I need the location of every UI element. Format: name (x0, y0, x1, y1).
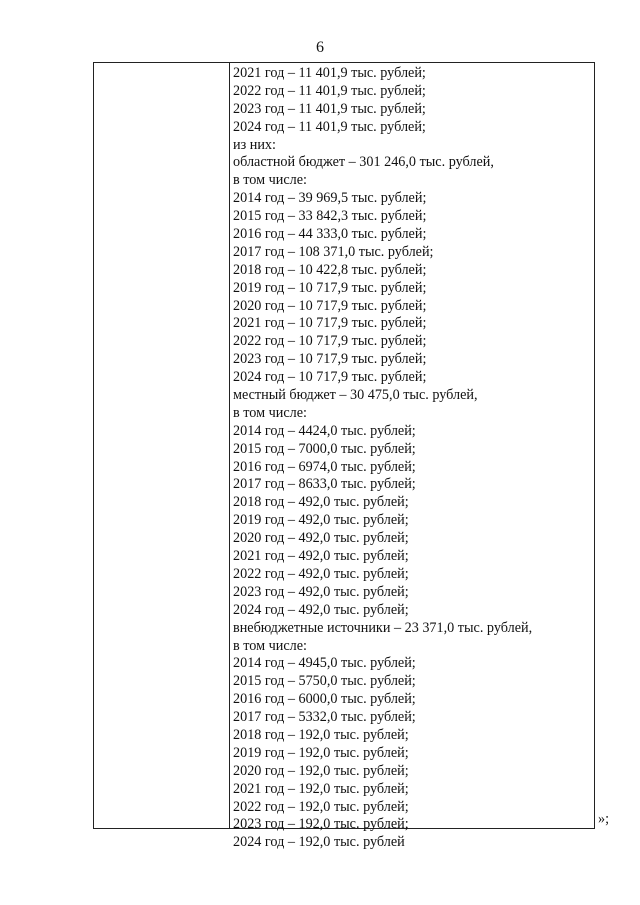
funding-line: местный бюджет – 30 475,0 тыс. рублей, (233, 387, 478, 404)
funding-line: 2024 год – 10 717,9 тыс. рублей; (233, 369, 427, 386)
funding-line: 2021 год – 11 401,9 тыс. рублей; (233, 65, 426, 81)
funding-line: 2016 год – 44 333,0 тыс. рублей; (233, 226, 427, 243)
funding-line: 2015 год – 7000,0 тыс. рублей; (233, 440, 416, 457)
funding-line: 2018 год – 492,0 тыс. рублей; (233, 494, 409, 511)
funding-line: 2017 год – 5332,0 тыс. рублей; (233, 709, 416, 726)
funding-line: из них: (233, 136, 276, 153)
funding-line: 2020 год – 492,0 тыс. рублей; (233, 530, 409, 547)
funding-line: 2024 год – 492,0 тыс. рублей; (233, 601, 409, 618)
funding-line: в том числе: (233, 404, 307, 421)
funding-line: 2022 год – 492,0 тыс. рублей; (233, 565, 409, 582)
funding-line: 2015 год – 5750,0 тыс. рублей; (233, 673, 416, 690)
funding-line: в том числе: (233, 172, 307, 189)
funding-line: 2019 год – 192,0 тыс. рублей; (233, 744, 409, 761)
funding-line: 2021 год – 10 717,9 тыс. рублей; (233, 315, 427, 332)
funding-line: внебюджетные источники – 23 371,0 тыс. рублей, (233, 619, 533, 636)
funding-line: 2022 год – 11 401,9 тыс. рублей; (233, 82, 426, 99)
funding-line: 2014 год – 39 969,5 тыс. рублей; (233, 190, 427, 207)
funding-line: 2023 год – 192,0 тыс. рублей; (233, 816, 409, 833)
funding-line: 2023 год – 492,0 тыс. рублей; (233, 583, 409, 600)
table-right-cell (231, 65, 594, 851)
funding-line: 2021 год – 192,0 тыс. рублей; (233, 780, 409, 797)
funding-line: 2014 год – 4945,0 тыс. рублей; (233, 655, 416, 672)
funding-line: 2019 год – 10 717,9 тыс. рублей; (233, 279, 427, 296)
funding-line: 2017 год – 108 371,0 тыс. рублей; (233, 243, 434, 260)
funding-line: 2016 год – 6974,0 тыс. рублей; (233, 458, 416, 475)
funding-line: 2014 год – 4424,0 тыс. рублей; (233, 422, 416, 439)
funding-line: 2019 год – 492,0 тыс. рублей; (233, 512, 409, 529)
funding-line: 2016 год – 6000,0 тыс. рублей; (233, 691, 416, 708)
funding-line: 2020 год – 192,0 тыс. рублей; (233, 762, 409, 779)
funding-line: 2024 год – 192,0 тыс. рублей (233, 834, 405, 851)
funding-line: 2020 год – 10 717,9 тыс. рублей; (233, 297, 427, 314)
funding-line: 2023 год – 11 401,9 тыс. рублей; (233, 100, 426, 117)
funding-line: 2024 год – 11 401,9 тыс. рублей; (233, 118, 426, 135)
funding-line: 2022 год – 10 717,9 тыс. рублей; (233, 333, 427, 350)
funding-line: 2023 год – 10 717,9 тыс. рублей; (233, 351, 427, 368)
funding-line: областной бюджет – 301 246,0 тыс. рублей, (233, 154, 494, 171)
funding-line: 2015 год – 33 842,3 тыс. рублей; (233, 208, 427, 225)
page-number: 6 (316, 39, 324, 56)
table-left-cell (94, 63, 230, 828)
funding-table (93, 62, 595, 851)
funding-line: в том числе: (233, 637, 307, 654)
funding-line: 2018 год – 192,0 тыс. рублей; (233, 726, 409, 743)
closing-quote-mark: »; (598, 811, 610, 827)
funding-line: 2022 год – 192,0 тыс. рублей; (233, 798, 409, 815)
funding-line: 2018 год – 10 422,8 тыс. рублей; (233, 261, 427, 278)
funding-line: 2017 год – 8633,0 тыс. рублей; (233, 476, 416, 493)
funding-line: 2021 год – 492,0 тыс. рублей; (233, 548, 409, 565)
